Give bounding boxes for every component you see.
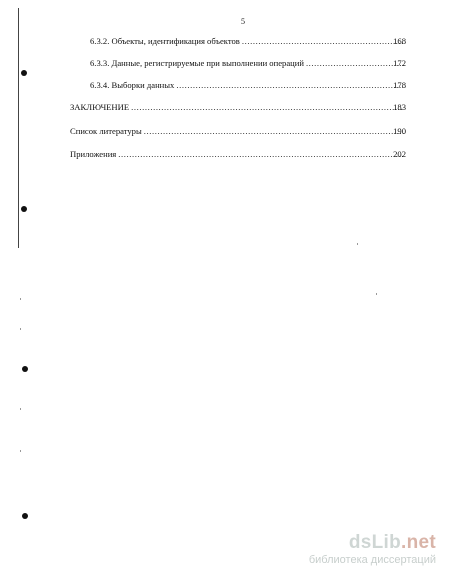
toc-entry-page: 190 (393, 126, 406, 136)
toc-entry (90, 80, 406, 90)
toc-entry-page: 183 (393, 102, 406, 112)
toc-entry (70, 149, 406, 159)
punch-hole (22, 513, 28, 519)
punch-hole (21, 70, 27, 76)
toc-leader-dots (118, 149, 404, 159)
dslib-watermark (271, 532, 436, 572)
scan-speck (357, 243, 358, 245)
toc-entry (70, 126, 406, 136)
watermark-logo-suffix: .net (401, 532, 436, 553)
toc-leader-dots (144, 126, 404, 136)
watermark-logo-main: dsLib (348, 532, 402, 553)
toc-entry-title: ЗАКЛЮЧЕНИЕ (70, 102, 130, 112)
page-number-text: 5 (241, 17, 245, 26)
watermark-logo (349, 532, 436, 554)
toc-entry-page: 172 (393, 58, 406, 68)
scan-speck (20, 408, 21, 410)
toc-entry-title: Список литературы (70, 126, 142, 136)
punch-hole (22, 366, 28, 372)
scan-speck (376, 293, 377, 295)
toc-entry-page: 168 (393, 36, 406, 46)
toc-entry-title: 6.3.4. Выборки данных (90, 80, 175, 90)
toc-entry-page: 178 (393, 80, 406, 90)
punch-hole (21, 206, 27, 212)
toc-entry (90, 58, 406, 68)
toc-entry-page: 202 (393, 149, 406, 159)
toc-leader-dots (306, 58, 404, 68)
binding-line (18, 8, 19, 248)
toc-entry-title: 6.3.2. Объекты, идентификация объектов (90, 36, 240, 46)
toc-entry-title: 6.3.3. Данные, регистрируемые при выполнении операций (90, 58, 304, 68)
toc-entry (90, 36, 406, 46)
toc-leader-dots (131, 102, 404, 112)
scan-speck (20, 298, 21, 300)
toc-leader-dots (176, 80, 404, 90)
toc-leader-dots (242, 36, 404, 46)
toc-entry (70, 102, 406, 112)
scan-speck (20, 450, 21, 452)
watermark-subtitle: библиотека диссертаций (308, 554, 436, 566)
toc-entry-title: Приложения (70, 149, 117, 159)
scan-speck (20, 328, 21, 330)
